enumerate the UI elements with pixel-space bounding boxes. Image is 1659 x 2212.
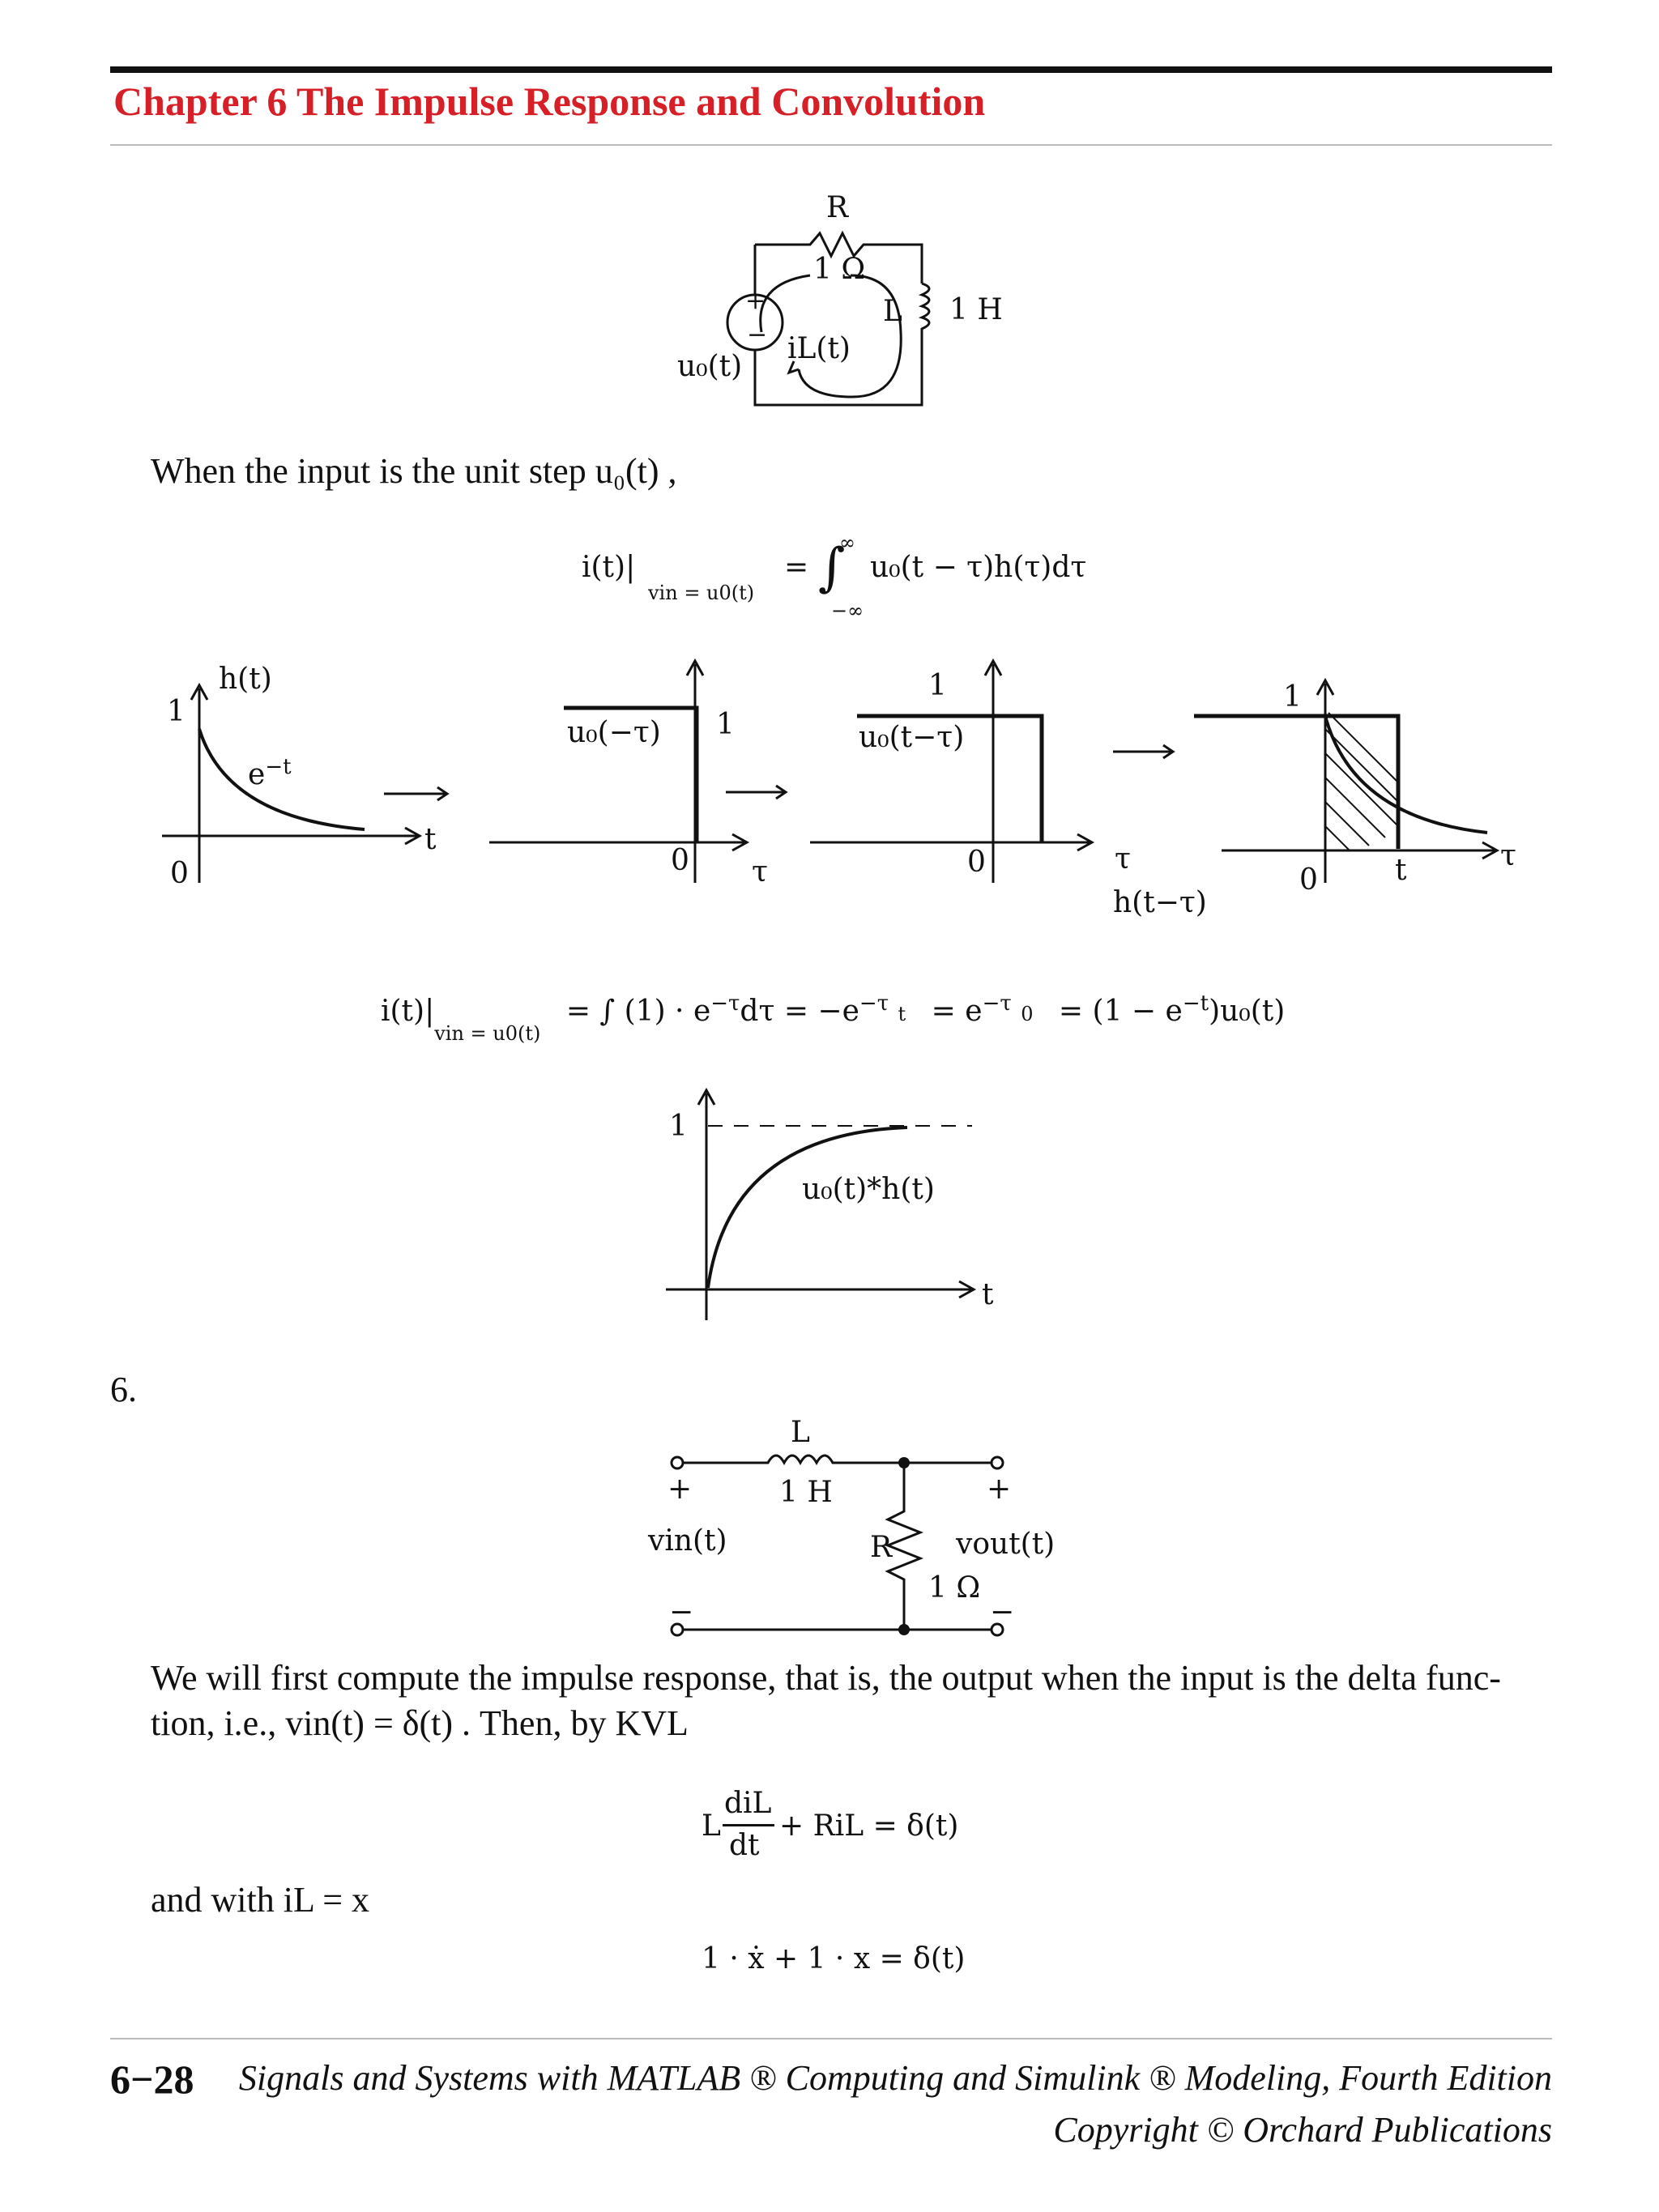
eq1-upper: ∞ <box>839 531 855 554</box>
eq3-den: dt <box>729 1829 760 1862</box>
page-number: 6−28 <box>110 2056 194 2102</box>
para1: When the input is the unit step u₀(t) , <box>151 451 677 491</box>
p1-y1: 1 <box>167 695 186 728</box>
eq3-L: L <box>702 1809 721 1843</box>
c2-L-label: L <box>791 1416 810 1449</box>
p2-y1: 1 <box>716 708 735 741</box>
plot4-axes <box>1194 680 1497 883</box>
eq4: 1 · ẋ + 1 · x = δ(t) <box>702 1942 966 1975</box>
p2-func: u₀(−τ) <box>567 716 661 749</box>
c2-plus-in: + <box>667 1473 693 1506</box>
c1-L-value: 1 H <box>949 293 1003 326</box>
c1-L-label: L <box>883 295 902 328</box>
c2-minus-in: − <box>669 1596 694 1629</box>
para2-line2: tion, i.e., vin(t) = δ(t) . Then, by KVL <box>151 1703 689 1743</box>
para3: and with iL = x <box>151 1880 370 1920</box>
p2-x0: 0 <box>671 844 689 877</box>
c2-L-value: 1 H <box>779 1476 833 1509</box>
p4-xt: t <box>1395 854 1407 887</box>
copyright: Copyright © Orchard Publications <box>1053 2110 1552 2150</box>
p4-xaxis: τ <box>1500 839 1516 872</box>
plot3-axes <box>810 661 1092 883</box>
p4-y1: 1 <box>1283 680 1302 714</box>
c1-current: iL(t) <box>787 332 851 365</box>
chapter-title: Chapter 6 The Impulse Response and Convolution <box>113 79 986 124</box>
p5-y1: 1 <box>669 1110 688 1143</box>
p1-curve: $e^{-t}$ <box>248 755 292 791</box>
eq1-integral: ∫ <box>818 538 846 598</box>
p5-xaxis: t <box>982 1278 994 1311</box>
p1-x0: 0 <box>170 857 189 890</box>
c2-vout: vout(t) <box>956 1528 1056 1561</box>
eq3-rest: + RiL = δ(t) <box>779 1809 959 1843</box>
eq1-eq: = <box>784 551 809 584</box>
p3-func: u₀(t−τ) <box>859 721 965 754</box>
c1-R-label: R <box>826 191 849 224</box>
p1-xaxis: t <box>424 823 437 856</box>
p5-label: u₀(t)*h(t) <box>802 1173 935 1206</box>
c2-vin: vin(t) <box>648 1524 727 1558</box>
p3-below: h(t−τ) <box>1113 886 1207 919</box>
c1-R-value: 1 Ω <box>813 253 866 286</box>
para2-line1: We will first compute the impulse response, that is, the output when the input is the delta func- <box>151 1658 1501 1698</box>
p3-y1: 1 <box>928 669 947 702</box>
p3-x0: 0 <box>967 846 986 879</box>
c2-minus-out: − <box>990 1596 1015 1629</box>
c1-minus: − <box>747 321 768 349</box>
c2-R-label: R <box>870 1531 893 1564</box>
eq1-lower: −∞ <box>831 599 864 622</box>
eq1-rhs: u₀(t − τ)h(τ)dτ <box>870 551 1087 584</box>
p4-x0: 0 <box>1299 863 1318 897</box>
eq3-fraction-bar <box>723 1824 774 1826</box>
footer-rule <box>110 2038 1552 2039</box>
p3-xaxis: τ <box>1115 842 1131 876</box>
p1-func: h(t) <box>219 663 272 696</box>
c1-plus: + <box>745 287 766 315</box>
eq2: $i(t)|_{vin = u0(t)}$ = ∫ $(1) \cdot e^{-\tau}d\tau = -e^{-\tau}$ $t = e^{-\tau}$ $0 = (1 - e^{-t})u_0(t)$ <box>381 991 1286 1045</box>
eq3-num: diL <box>724 1787 772 1820</box>
plot2-axes <box>489 661 747 883</box>
c2-R-value: 1 Ω <box>928 1571 981 1605</box>
problem-number: 6. <box>110 1370 137 1409</box>
c2-plus-out: + <box>987 1473 1012 1506</box>
eq1-sub: vin = u0(t) <box>648 582 755 604</box>
c1-source: u₀(t) <box>677 350 743 383</box>
p2-xaxis: τ <box>752 855 768 889</box>
book-title: Signals and Systems with MATLAB ® Computing and Simulink ® Modeling, Fourth Edition <box>238 2058 1552 2098</box>
eq1-lhs: i(t)| <box>582 551 636 584</box>
